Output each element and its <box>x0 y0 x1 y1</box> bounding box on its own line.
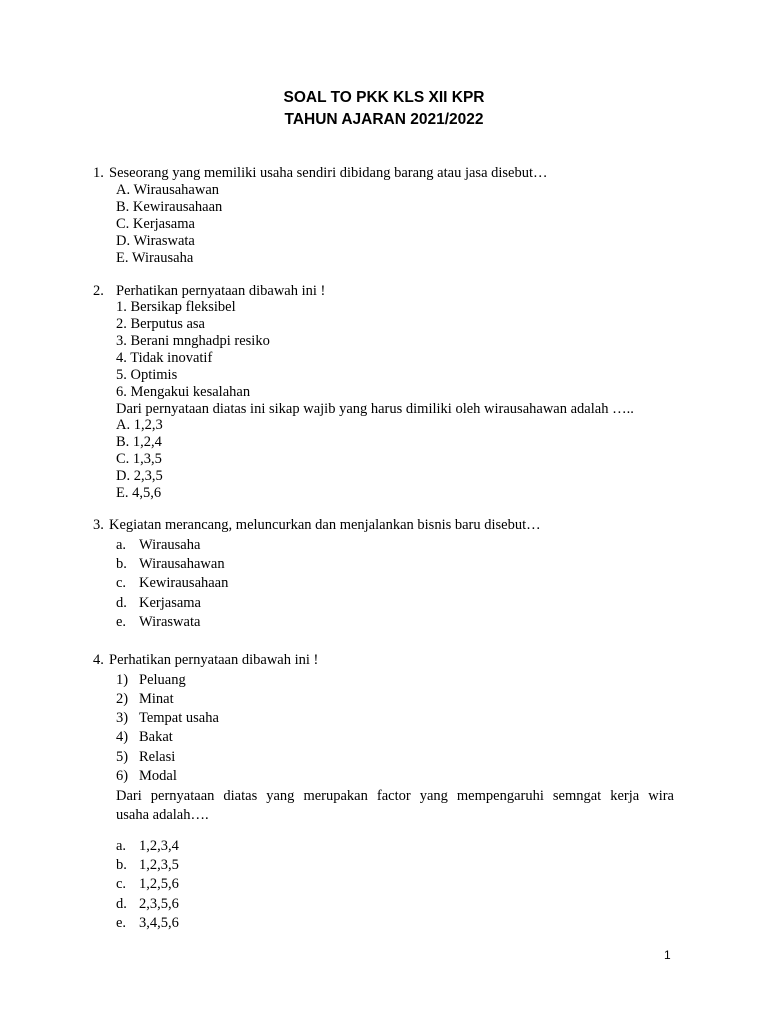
question-text: Kegiatan merancang, meluncurkan dan menjalankan bisnis baru disebut… <box>109 517 541 533</box>
option: E. 4,5,6 <box>116 485 162 501</box>
option-text: Wiraswata <box>139 614 201 630</box>
option-letter: c. <box>116 575 127 591</box>
statement-number: 5) <box>116 749 129 765</box>
option: B. 1,2,4 <box>116 434 162 450</box>
statement: 5. Optimis <box>116 367 178 383</box>
option-letter: a. <box>116 537 127 553</box>
option-text: Wirausaha <box>139 537 201 553</box>
document-title: SOAL TO PKK KLS XII KPR <box>283 89 485 106</box>
option-letter: b. <box>116 857 127 873</box>
question-number: 3. <box>93 517 104 533</box>
option: C. Kerjasama <box>116 216 195 232</box>
option: D. Wiraswata <box>116 233 195 249</box>
statement-number: 2) <box>116 691 129 707</box>
option-letter: d. <box>116 595 127 611</box>
statement-text: Bakat <box>139 729 173 745</box>
question-text: Seseorang yang memiliki usaha sendiri dibidang barang atau jasa disebut… <box>109 165 548 181</box>
statement-text: Tempat usaha <box>139 710 219 726</box>
question-text: Perhatikan pernyataan dibawah ini ! <box>116 283 326 299</box>
statement: 1. Bersikap fleksibel <box>116 299 236 315</box>
option: E. Wirausaha <box>116 250 194 266</box>
question-number: 2. <box>93 283 104 299</box>
option-text: 1,2,5,6 <box>139 876 179 892</box>
document-subtitle: TAHUN AJARAN 2021/2022 <box>284 111 484 128</box>
statement: 3. Berani mnghadpi resiko <box>116 333 270 349</box>
option-letter: e. <box>116 915 127 931</box>
question-prompt: Dari pernyataan diatas yang merupakan factor yang mempengaruhi semngat kerja wira <box>116 788 674 804</box>
option-text: Kerjasama <box>139 595 201 611</box>
statement-number: 6) <box>116 768 129 784</box>
question-number: 1. <box>93 165 104 181</box>
option-text: Kewirausahaan <box>139 575 229 591</box>
question-prompt: usaha adalah…. <box>116 807 209 823</box>
page-number: 1 <box>664 948 671 962</box>
option-letter: a. <box>116 838 127 854</box>
statement-number: 3) <box>116 710 129 726</box>
option: B. Kewirausahaan <box>116 199 223 215</box>
option-letter: e. <box>116 614 127 630</box>
option-letter: b. <box>116 556 127 572</box>
statement-text: Peluang <box>139 672 186 688</box>
question-prompt: Dari pernyataan diatas ini sikap wajib yang harus dimiliki oleh wirausahawan adalah ….. <box>116 401 634 417</box>
option-text: 1,2,3,4 <box>139 838 179 854</box>
option-text: 3,4,5,6 <box>139 915 179 931</box>
statement-text: Modal <box>139 768 177 784</box>
option: A. Wirausahawan <box>116 182 220 198</box>
statement: 2. Berputus asa <box>116 316 205 332</box>
statement: 6. Mengakui kesalahan <box>116 384 251 400</box>
option-text: Wirausahawan <box>139 556 225 572</box>
option-letter: c. <box>116 876 127 892</box>
statement-text: Minat <box>139 691 174 707</box>
option-letter: d. <box>116 896 127 912</box>
statement-number: 1) <box>116 672 129 688</box>
option-text: 2,3,5,6 <box>139 896 179 912</box>
statement-text: Relasi <box>139 749 176 765</box>
option: C. 1,3,5 <box>116 451 162 467</box>
question-text: Perhatikan pernyataan dibawah ini ! <box>109 652 319 668</box>
option: D. 2,3,5 <box>116 468 163 484</box>
statement-number: 4) <box>116 729 129 745</box>
option-text: 1,2,3,5 <box>139 857 179 873</box>
statement: 4. Tidak inovatif <box>116 350 213 366</box>
question-number: 4. <box>93 652 104 668</box>
option: A. 1,2,3 <box>116 417 163 433</box>
